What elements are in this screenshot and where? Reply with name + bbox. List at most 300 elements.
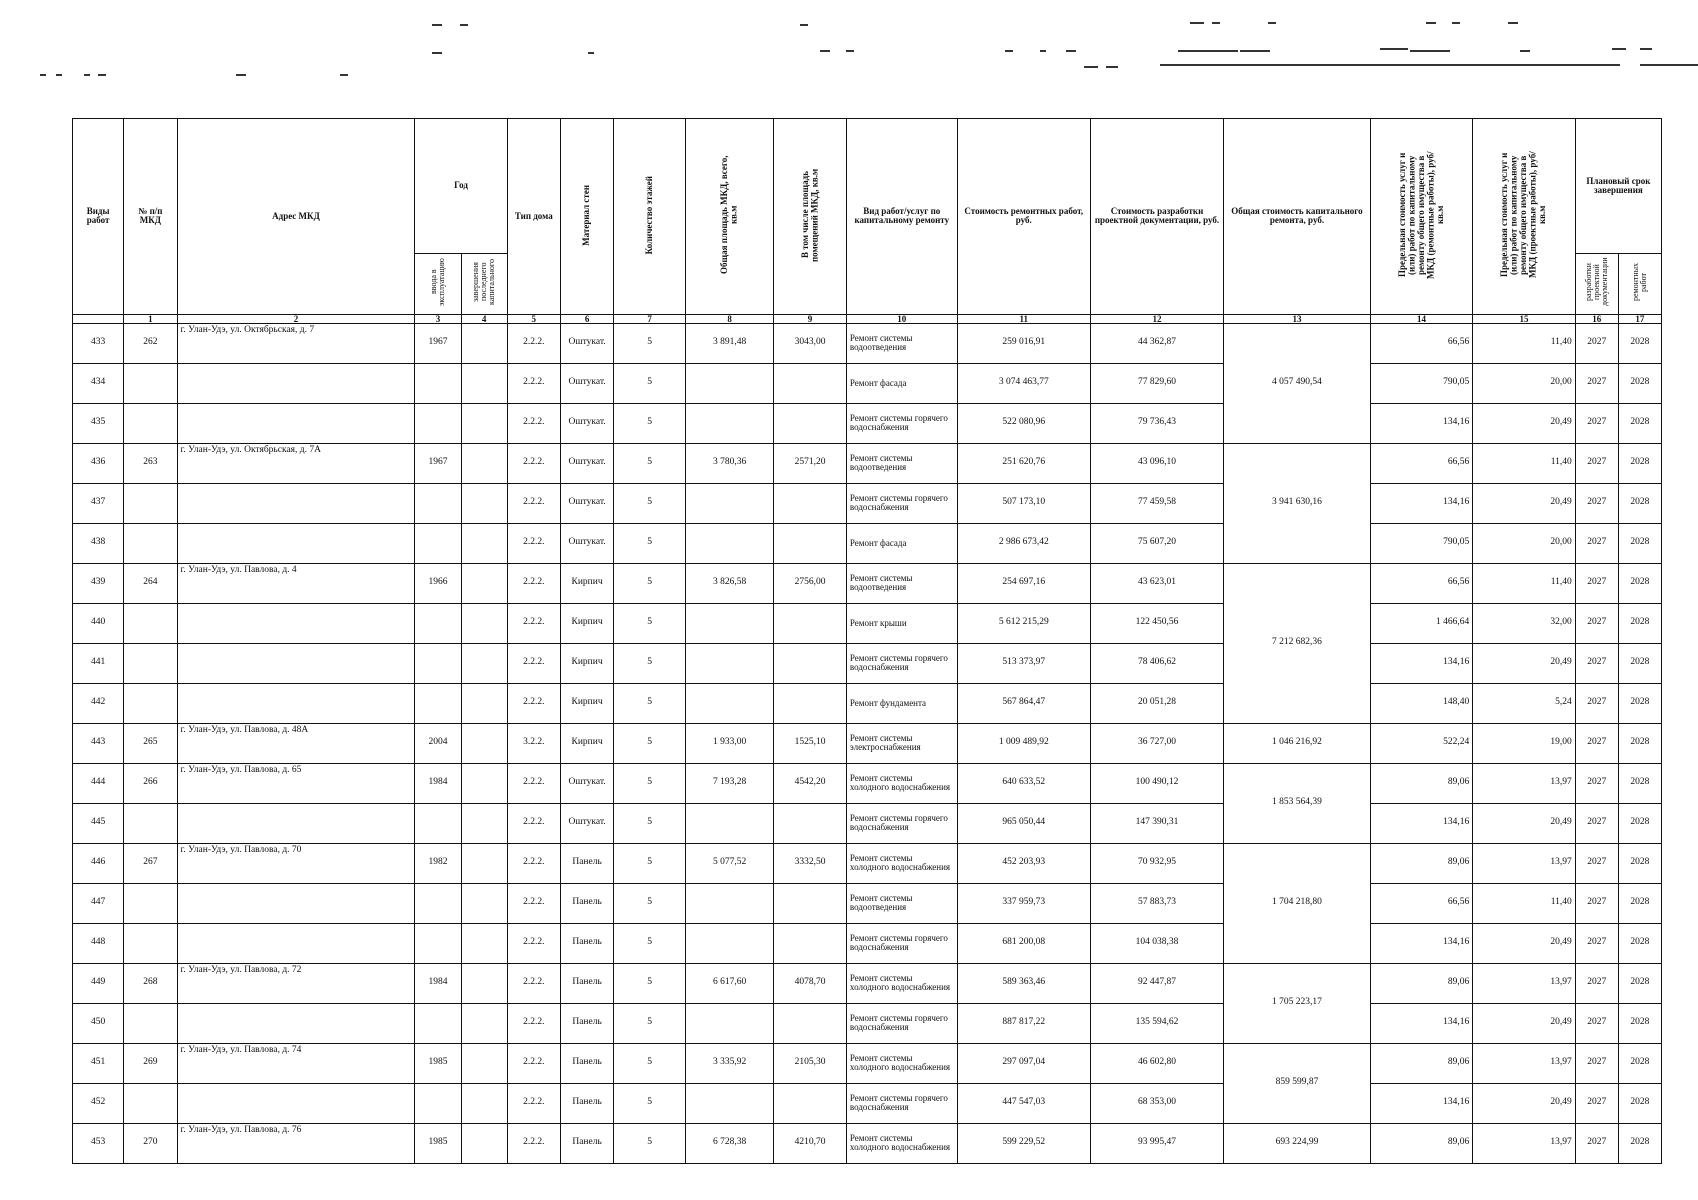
cell-planned-design-year: 2027 — [1575, 483, 1618, 523]
table-row — [73, 323, 1662, 363]
cell-address — [177, 1083, 415, 1123]
cell-total-area — [685, 1003, 773, 1043]
cell-year-commission — [415, 603, 461, 643]
col-number: 10 — [846, 314, 957, 323]
cell-limit-work: 790,05 — [1370, 523, 1473, 563]
cell-planned-design-year: 2027 — [1575, 603, 1618, 643]
cell-repair-cost: 447 547,03 — [957, 1083, 1090, 1123]
cell-planned-repair-year: 2028 — [1618, 523, 1661, 563]
cell-premises-area — [774, 483, 847, 523]
cell-limit-design: 20,49 — [1473, 1003, 1576, 1043]
cell-total-area — [685, 523, 773, 563]
table-row — [73, 1083, 1662, 1123]
cell-floors: 5 — [614, 883, 686, 923]
cell-house-type: 2.2.2. — [507, 403, 560, 443]
cell-limit-work: 134,16 — [1370, 923, 1473, 963]
cell-total-area: 7 193,28 — [685, 763, 773, 803]
cell-planned-design-year: 2027 — [1575, 563, 1618, 603]
cell-planned-repair-year: 2028 — [1618, 563, 1661, 603]
cell-house-type: 2.2.2. — [507, 323, 560, 363]
cell-row-number: 444 — [73, 763, 124, 803]
cell-year-commission: 1985 — [415, 1123, 461, 1163]
cell-limit-work: 89,06 — [1370, 763, 1473, 803]
cell-planned-repair-year: 2028 — [1618, 443, 1661, 483]
cell-planned-repair-year: 2028 — [1618, 723, 1661, 763]
table-row — [73, 843, 1662, 883]
cell-repair-cost: 337 959,73 — [957, 883, 1090, 923]
cell-work-kind: Ремонт системы горячего водоснабжения — [846, 403, 957, 443]
table-row — [73, 563, 1662, 603]
cell-mkd-number: 267 — [124, 843, 177, 883]
cell-row-number: 453 — [73, 1123, 124, 1163]
cell-limit-design: 20,49 — [1473, 483, 1576, 523]
cell-year-overhaul — [461, 763, 507, 803]
cell-repair-cost: 513 373,97 — [957, 643, 1090, 683]
cell-premises-area — [774, 643, 847, 683]
cell-year-commission — [415, 1083, 461, 1123]
cell-house-type: 2.2.2. — [507, 643, 560, 683]
cell-address — [177, 683, 415, 723]
cell-wall-material: Кирпич — [560, 683, 613, 723]
cell-premises-area: 3043,00 — [774, 323, 847, 363]
subheader-year-overhaul: завершения последнего капитального — [461, 254, 507, 315]
cell-year-commission: 1967 — [415, 443, 461, 483]
cell-repair-cost: 589 363,46 — [957, 963, 1090, 1003]
cell-address — [177, 923, 415, 963]
cell-year-overhaul — [461, 483, 507, 523]
cell-wall-material: Панель — [560, 1083, 613, 1123]
cell-mkd-number — [124, 483, 177, 523]
cell-planned-repair-year: 2028 — [1618, 1123, 1661, 1163]
col-number: 12 — [1090, 314, 1223, 323]
header-row — [73, 119, 1662, 254]
cell-row-number: 438 — [73, 523, 124, 563]
cell-address: г. Улан-Удэ, ул. Павлова, д. 4 — [177, 563, 415, 603]
cell-year-commission — [415, 883, 461, 923]
cell-floors: 5 — [614, 683, 686, 723]
cell-year-overhaul — [461, 1123, 507, 1163]
cell-wall-material: Панель — [560, 1123, 613, 1163]
cell-total-cost: 1 046 216,92 — [1224, 723, 1371, 763]
cell-mkd-number — [124, 643, 177, 683]
cell-premises-area — [774, 1083, 847, 1123]
cell-row-number: 447 — [73, 883, 124, 923]
cell-limit-work: 134,16 — [1370, 1003, 1473, 1043]
cell-year-commission — [415, 363, 461, 403]
cell-address: г. Улан-Удэ, ул. Павлова, д. 72 — [177, 963, 415, 1003]
cell-limit-work: 134,16 — [1370, 483, 1473, 523]
cell-year-commission — [415, 523, 461, 563]
header-total-area: Общая площадь МКД, всего, кв.м — [685, 119, 773, 315]
cell-mkd-number — [124, 1083, 177, 1123]
cell-design-cost: 104 038,38 — [1090, 923, 1223, 963]
cell-repair-cost: 3 074 463,77 — [957, 363, 1090, 403]
cell-year-commission: 1985 — [415, 1043, 461, 1083]
cell-floors: 5 — [614, 323, 686, 363]
table-row — [73, 923, 1662, 963]
cell-year-commission — [415, 923, 461, 963]
cell-design-cost: 93 995,47 — [1090, 1123, 1223, 1163]
cell-address — [177, 883, 415, 923]
cell-total-area: 1 933,00 — [685, 723, 773, 763]
cell-planned-design-year: 2027 — [1575, 443, 1618, 483]
cell-repair-cost: 5 612 215,29 — [957, 603, 1090, 643]
cell-premises-area — [774, 403, 847, 443]
cell-year-commission — [415, 803, 461, 843]
cell-work-kind: Ремонт системы холодного водоснабжения — [846, 1043, 957, 1083]
cell-year-overhaul — [461, 523, 507, 563]
capital-repair-table-container — [72, 118, 1662, 1156]
cell-mkd-number: 270 — [124, 1123, 177, 1163]
cell-address: г. Улан-Удэ, ул. Октябрьская, д. 7А — [177, 443, 415, 483]
cell-year-commission: 1966 — [415, 563, 461, 603]
col-number: 11 — [957, 314, 1090, 323]
cell-house-type: 2.2.2. — [507, 683, 560, 723]
cell-planned-repair-year: 2028 — [1618, 1003, 1661, 1043]
cell-limit-work: 89,06 — [1370, 1043, 1473, 1083]
cell-total-area — [685, 483, 773, 523]
cell-repair-cost: 2 986 673,42 — [957, 523, 1090, 563]
cell-planned-repair-year: 2028 — [1618, 763, 1661, 803]
cell-limit-work: 66,56 — [1370, 563, 1473, 603]
cell-year-overhaul — [461, 923, 507, 963]
cell-mkd-number: 264 — [124, 563, 177, 603]
cell-design-cost: 46 602,80 — [1090, 1043, 1223, 1083]
cell-repair-cost: 452 203,93 — [957, 843, 1090, 883]
table-row — [73, 963, 1662, 1003]
cell-limit-work: 134,16 — [1370, 1083, 1473, 1123]
header-limit-design: Предельная стоимость услуг и (или) работ по капитальному ремонту общего имущества в МКД (проектные работы), руб/кв.м — [1473, 119, 1576, 315]
cell-planned-repair-year: 2028 — [1618, 363, 1661, 403]
cell-design-cost: 100 490,12 — [1090, 763, 1223, 803]
cell-row-number: 445 — [73, 803, 124, 843]
cell-work-kind: Ремонт системы холодного водоснабжения — [846, 843, 957, 883]
table-row — [73, 523, 1662, 563]
cell-wall-material: Панель — [560, 1003, 613, 1043]
cell-planned-repair-year: 2028 — [1618, 1083, 1661, 1123]
cell-limit-design: 20,00 — [1473, 363, 1576, 403]
cell-planned-repair-year: 2028 — [1618, 683, 1661, 723]
cell-repair-cost: 640 633,52 — [957, 763, 1090, 803]
cell-design-cost: 122 450,56 — [1090, 603, 1223, 643]
cell-design-cost: 78 406,62 — [1090, 643, 1223, 683]
cell-wall-material: Оштукат. — [560, 763, 613, 803]
cell-design-cost: 70 932,95 — [1090, 843, 1223, 883]
cell-row-number: 439 — [73, 563, 124, 603]
cell-planned-design-year: 2027 — [1575, 843, 1618, 883]
cell-house-type: 3.2.2. — [507, 723, 560, 763]
scan-artifacts — [0, 0, 1698, 110]
cell-premises-area — [774, 1003, 847, 1043]
cell-limit-work: 89,06 — [1370, 1123, 1473, 1163]
table-row — [73, 723, 1662, 763]
header-planned: Плановый срок завершения — [1575, 119, 1661, 254]
cell-house-type: 2.2.2. — [507, 363, 560, 403]
table-row — [73, 603, 1662, 643]
cell-house-type: 2.2.2. — [507, 603, 560, 643]
cell-premises-area: 1525,10 — [774, 723, 847, 763]
cell-total-area: 3 826,58 — [685, 563, 773, 603]
cell-work-kind: Ремонт системы водоотведения — [846, 563, 957, 603]
cell-work-kind: Ремонт системы водоотведения — [846, 323, 957, 363]
cell-work-kind: Ремонт фасада — [846, 523, 957, 563]
cell-repair-cost: 1 009 489,92 — [957, 723, 1090, 763]
cell-total-area — [685, 883, 773, 923]
cell-limit-design: 20,49 — [1473, 643, 1576, 683]
header-premises-area: В том числе площадь помещений МКД, кв.м — [774, 119, 847, 315]
cell-address — [177, 603, 415, 643]
cell-limit-design: 13,97 — [1473, 1043, 1576, 1083]
cell-work-kind: Ремонт системы водоотведения — [846, 443, 957, 483]
cell-row-number: 437 — [73, 483, 124, 523]
cell-year-overhaul — [461, 603, 507, 643]
cell-year-commission — [415, 683, 461, 723]
cell-floors: 5 — [614, 923, 686, 963]
cell-total-area: 3 891,48 — [685, 323, 773, 363]
col-number: 8 — [685, 314, 773, 323]
cell-address — [177, 403, 415, 443]
cell-limit-design: 20,00 — [1473, 523, 1576, 563]
cell-floors: 5 — [614, 603, 686, 643]
col-number: 1 — [124, 314, 177, 323]
cell-total-cost: 7 212 682,36 — [1224, 563, 1371, 723]
cell-premises-area: 4078,70 — [774, 963, 847, 1003]
cell-work-kind: Ремонт системы электроснабжения — [846, 723, 957, 763]
cell-total-cost: 693 224,99 — [1224, 1123, 1371, 1163]
cell-row-number: 449 — [73, 963, 124, 1003]
cell-wall-material: Панель — [560, 923, 613, 963]
cell-limit-design: 13,97 — [1473, 963, 1576, 1003]
cell-design-cost: 36 727,00 — [1090, 723, 1223, 763]
cell-year-overhaul — [461, 963, 507, 1003]
cell-planned-design-year: 2027 — [1575, 403, 1618, 443]
cell-house-type: 2.2.2. — [507, 1123, 560, 1163]
cell-limit-work: 134,16 — [1370, 643, 1473, 683]
cell-total-cost: 1 705 223,17 — [1224, 963, 1371, 1043]
cell-total-area — [685, 603, 773, 643]
cell-planned-repair-year: 2028 — [1618, 803, 1661, 843]
cell-house-type: 2.2.2. — [507, 803, 560, 843]
cell-planned-design-year: 2027 — [1575, 363, 1618, 403]
cell-row-number: 442 — [73, 683, 124, 723]
cell-year-overhaul — [461, 363, 507, 403]
cell-mkd-number — [124, 683, 177, 723]
cell-mkd-number: 263 — [124, 443, 177, 483]
cell-limit-design: 11,40 — [1473, 883, 1576, 923]
cell-limit-design: 11,40 — [1473, 443, 1576, 483]
col-number: 15 — [1473, 314, 1576, 323]
cell-limit-work: 790,05 — [1370, 363, 1473, 403]
cell-work-kind: Ремонт системы горячего водоснабжения — [846, 803, 957, 843]
cell-year-overhaul — [461, 643, 507, 683]
cell-repair-cost: 965 050,44 — [957, 803, 1090, 843]
cell-row-number: 441 — [73, 643, 124, 683]
cell-floors: 5 — [614, 1123, 686, 1163]
cell-premises-area — [774, 883, 847, 923]
table-row — [73, 363, 1662, 403]
cell-limit-design: 19,00 — [1473, 723, 1576, 763]
cell-planned-repair-year: 2028 — [1618, 483, 1661, 523]
cell-limit-work: 66,56 — [1370, 443, 1473, 483]
cell-work-kind: Ремонт фасада — [846, 363, 957, 403]
cell-design-cost: 68 353,00 — [1090, 1083, 1223, 1123]
cell-work-kind: Ремонт системы холодного водоснабжения — [846, 763, 957, 803]
cell-year-overhaul — [461, 843, 507, 883]
cell-total-area: 3 780,36 — [685, 443, 773, 483]
cell-floors: 5 — [614, 1083, 686, 1123]
cell-row-number: 450 — [73, 1003, 124, 1043]
cell-mkd-number — [124, 363, 177, 403]
table-row — [73, 483, 1662, 523]
cell-design-cost: 135 594,62 — [1090, 1003, 1223, 1043]
cell-floors: 5 — [614, 523, 686, 563]
cell-year-overhaul — [461, 443, 507, 483]
cell-total-area — [685, 803, 773, 843]
cell-mkd-number — [124, 883, 177, 923]
cell-total-cost: 3 941 630,16 — [1224, 443, 1371, 563]
cell-repair-cost: 887 817,22 — [957, 1003, 1090, 1043]
cell-year-overhaul — [461, 683, 507, 723]
cell-planned-design-year: 2027 — [1575, 763, 1618, 803]
cell-row-number: 443 — [73, 723, 124, 763]
cell-planned-design-year: 2027 — [1575, 723, 1618, 763]
header-mkd-number: № п/п МКД — [124, 119, 177, 315]
cell-address: г. Улан-Удэ, ул. Павлова, д. 70 — [177, 843, 415, 883]
capital-repair-table — [72, 118, 1662, 1164]
cell-premises-area — [774, 603, 847, 643]
header-house-type: Тип дома — [507, 119, 560, 315]
cell-mkd-number: 265 — [124, 723, 177, 763]
cell-limit-work: 66,56 — [1370, 323, 1473, 363]
cell-planned-design-year: 2027 — [1575, 323, 1618, 363]
header-limit-work: Предельная стоимость услуг и (или) работ по капитальному ремонту общего имущества в МКД (ремонтные работы), руб/кв.м — [1370, 119, 1473, 315]
cell-total-area: 6 617,60 — [685, 963, 773, 1003]
cell-repair-cost: 254 697,16 — [957, 563, 1090, 603]
cell-work-kind: Ремонт системы горячего водоснабжения — [846, 643, 957, 683]
cell-wall-material: Кирпич — [560, 723, 613, 763]
cell-row-number: 451 — [73, 1043, 124, 1083]
cell-house-type: 2.2.2. — [507, 763, 560, 803]
cell-total-cost: 4 057 490,54 — [1224, 323, 1371, 443]
col-number: 6 — [560, 314, 613, 323]
cell-premises-area — [774, 803, 847, 843]
cell-limit-design: 20,49 — [1473, 403, 1576, 443]
table-row — [73, 883, 1662, 923]
cell-total-area — [685, 1083, 773, 1123]
cell-total-cost: 859 599,87 — [1224, 1043, 1371, 1123]
header-work-kind: Вид работ/услуг по капитальному ремонту — [846, 119, 957, 315]
cell-floors: 5 — [614, 1043, 686, 1083]
cell-year-overhaul — [461, 403, 507, 443]
cell-design-cost: 75 607,20 — [1090, 523, 1223, 563]
cell-limit-work: 148,40 — [1370, 683, 1473, 723]
cell-house-type: 2.2.2. — [507, 443, 560, 483]
cell-premises-area — [774, 923, 847, 963]
cell-year-commission — [415, 643, 461, 683]
cell-year-overhaul — [461, 803, 507, 843]
cell-mkd-number — [124, 803, 177, 843]
table-body — [73, 323, 1662, 1163]
cell-year-commission — [415, 403, 461, 443]
cell-total-area — [685, 363, 773, 403]
table-row — [73, 1123, 1662, 1163]
cell-address: г. Улан-Удэ, ул. Октябрьская, д. 7 — [177, 323, 415, 363]
cell-wall-material: Оштукат. — [560, 363, 613, 403]
cell-planned-repair-year: 2028 — [1618, 1043, 1661, 1083]
cell-year-overhaul — [461, 1003, 507, 1043]
cell-house-type: 2.2.2. — [507, 1003, 560, 1043]
cell-repair-cost: 681 200,08 — [957, 923, 1090, 963]
cell-work-kind: Ремонт системы водоотведения — [846, 883, 957, 923]
cell-planned-repair-year: 2028 — [1618, 923, 1661, 963]
cell-planned-repair-year: 2028 — [1618, 643, 1661, 683]
subheader-planned-repair: ремонтных работ — [1618, 254, 1661, 315]
cell-house-type: 2.2.2. — [507, 963, 560, 1003]
cell-limit-work: 89,06 — [1370, 843, 1473, 883]
cell-floors: 5 — [614, 443, 686, 483]
cell-floors: 5 — [614, 723, 686, 763]
cell-repair-cost: 297 097,04 — [957, 1043, 1090, 1083]
cell-limit-design: 13,97 — [1473, 763, 1576, 803]
cell-row-number: 434 — [73, 363, 124, 403]
cell-total-cost: 1 853 564,39 — [1224, 763, 1371, 843]
header-address: Адрес МКД — [177, 119, 415, 315]
cell-premises-area: 2105,30 — [774, 1043, 847, 1083]
cell-planned-design-year: 2027 — [1575, 683, 1618, 723]
cell-total-area — [685, 923, 773, 963]
cell-design-cost: 43 623,01 — [1090, 563, 1223, 603]
cell-limit-design: 20,49 — [1473, 1083, 1576, 1123]
cell-total-area — [685, 683, 773, 723]
cell-limit-design: 11,40 — [1473, 563, 1576, 603]
cell-year-commission — [415, 1003, 461, 1043]
cell-work-kind: Ремонт системы горячего водоснабжения — [846, 483, 957, 523]
cell-row-number: 440 — [73, 603, 124, 643]
cell-row-number: 446 — [73, 843, 124, 883]
cell-design-cost: 44 362,87 — [1090, 323, 1223, 363]
cell-limit-design: 20,49 — [1473, 923, 1576, 963]
cell-wall-material: Панель — [560, 963, 613, 1003]
cell-house-type: 2.2.2. — [507, 883, 560, 923]
cell-planned-design-year: 2027 — [1575, 1123, 1618, 1163]
cell-mkd-number — [124, 603, 177, 643]
cell-limit-design: 32,00 — [1473, 603, 1576, 643]
cell-year-commission: 1984 — [415, 763, 461, 803]
cell-row-number: 436 — [73, 443, 124, 483]
cell-planned-design-year: 2027 — [1575, 1003, 1618, 1043]
header-year: Год — [415, 119, 507, 254]
cell-planned-design-year: 2027 — [1575, 643, 1618, 683]
cell-mkd-number — [124, 1003, 177, 1043]
cell-address: г. Улан-Удэ, ул. Павлова, д. 74 — [177, 1043, 415, 1083]
cell-floors: 5 — [614, 483, 686, 523]
cell-year-commission: 2004 — [415, 723, 461, 763]
cell-limit-work: 89,06 — [1370, 963, 1473, 1003]
cell-work-kind: Ремонт системы холодного водоснабжения — [846, 963, 957, 1003]
cell-address — [177, 483, 415, 523]
cell-house-type: 2.2.2. — [507, 843, 560, 883]
cell-year-overhaul — [461, 1043, 507, 1083]
cell-planned-repair-year: 2028 — [1618, 883, 1661, 923]
table-row — [73, 403, 1662, 443]
col-number: 17 — [1618, 314, 1661, 323]
header-wall-material: Материал стен — [560, 119, 613, 315]
cell-premises-area: 2756,00 — [774, 563, 847, 603]
cell-address: г. Улан-Удэ, ул. Павлова, д. 65 — [177, 763, 415, 803]
cell-total-cost: 1 704 218,80 — [1224, 843, 1371, 963]
cell-floors: 5 — [614, 843, 686, 883]
cell-planned-repair-year: 2028 — [1618, 603, 1661, 643]
